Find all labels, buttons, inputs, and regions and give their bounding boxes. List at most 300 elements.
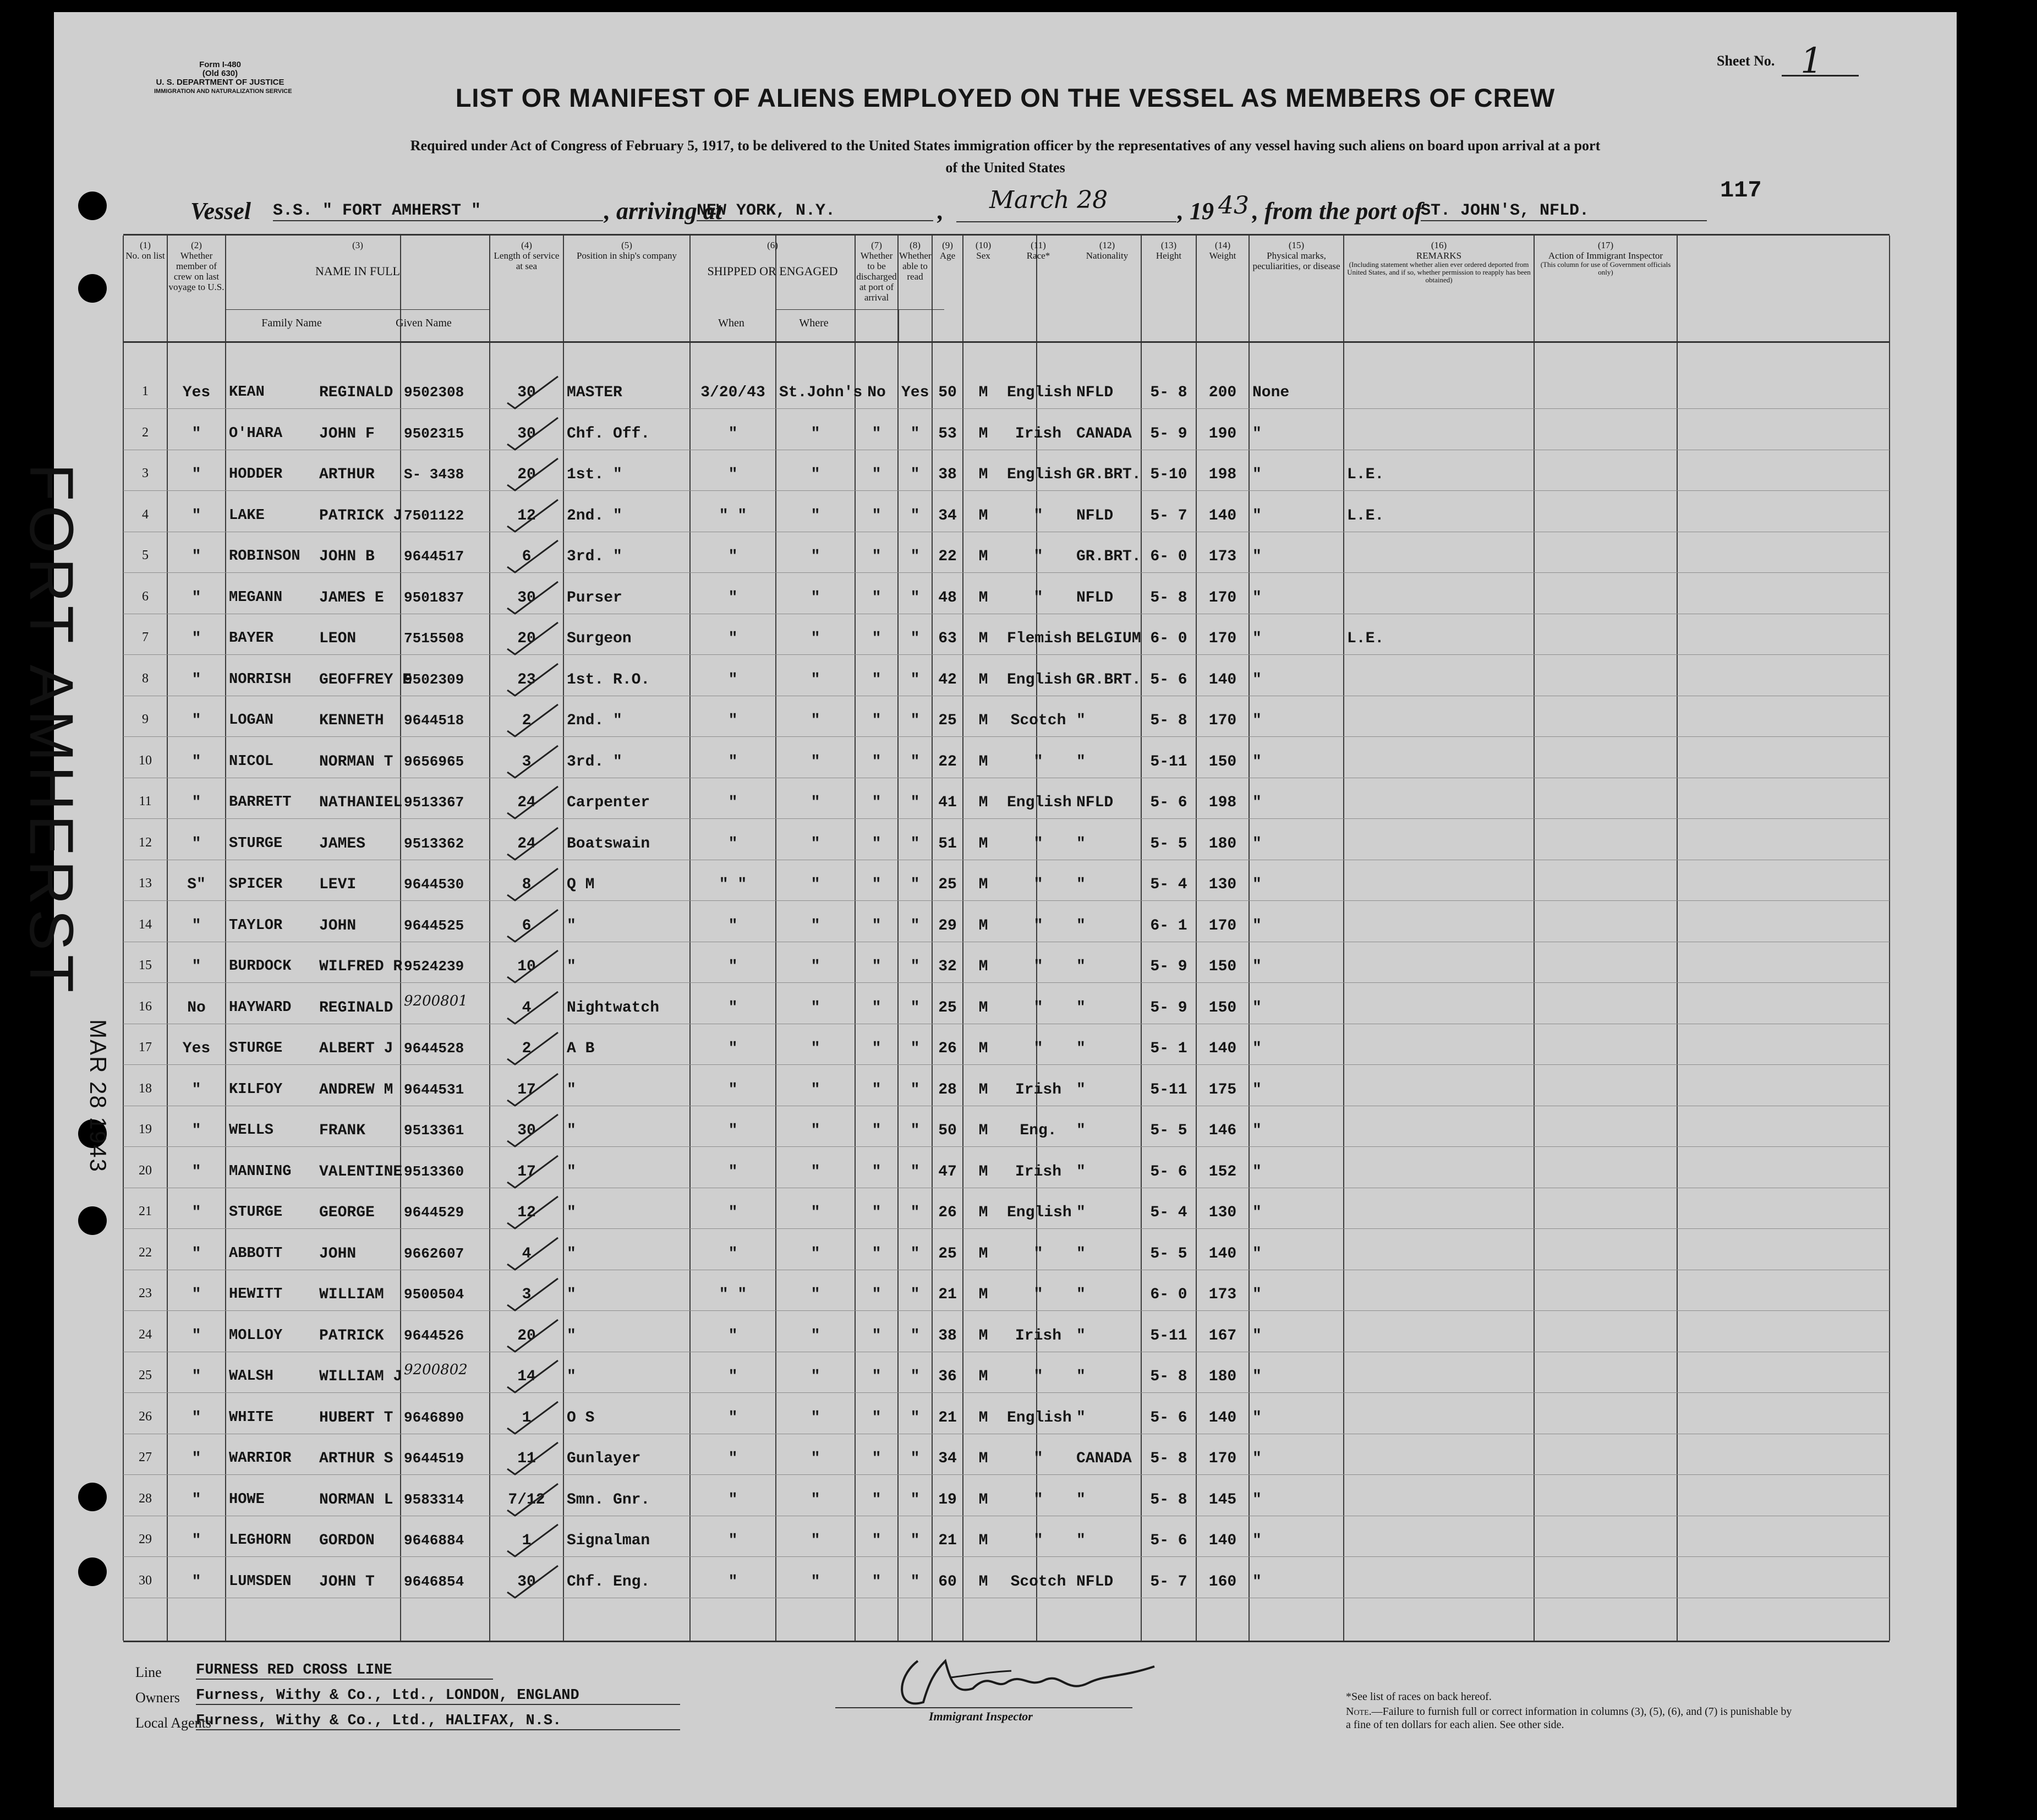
cell-where: " [811,1491,820,1509]
cell-where: " [811,1040,820,1057]
cell-family: KEAN [229,384,265,401]
cell-read: Yes [901,384,929,401]
cell-height: 5- 9 [1150,425,1187,442]
cell-height: 5- 8 [1150,1368,1187,1385]
cell-service: 17 [517,1163,536,1180]
cell-nationality: GR.BRT. [1076,466,1141,483]
cell-given: JOHN [319,1245,357,1262]
cell-prev: " [191,1245,201,1262]
row-rule [123,572,1890,573]
column-number: (14) [1214,240,1231,250]
cell-where: " [811,999,820,1016]
column-header [1535,240,1676,276]
cell-prev: No [187,999,206,1016]
cell-when: " [728,1081,738,1098]
cell-service: 20 [517,466,536,483]
cell-given: REGINALD [319,999,393,1016]
table-row [123,1151,1890,1192]
cell-prev: " [191,589,201,606]
cell-family: LUMSDEN [229,1573,292,1590]
cell-marks: " [1252,835,1262,852]
cell-sex: M [978,1573,988,1591]
column-number: (1) [140,240,151,250]
row-rule [123,654,1890,655]
cell-when: " [728,1491,738,1509]
cell-where: " [811,425,820,442]
cell-weight: 170 [1208,630,1237,647]
cell-discharged: " [872,1040,881,1057]
cell-race: English [1007,1409,1072,1427]
cell-family: BURDOCK [229,958,292,975]
cell-sex: M [978,466,988,483]
cell-sex: M [978,917,988,934]
cell-marks: " [1252,671,1262,688]
cell-race: English [1007,1204,1072,1221]
cell-family: SPICER [229,876,283,893]
form-old-number: (Old 630) [202,69,238,78]
column-header [1197,240,1248,261]
cell-marks: None [1252,384,1290,401]
cell-prev: " [191,712,201,729]
cell-given: JOHN F [319,425,375,442]
cell-family: WALSH [229,1368,274,1385]
cell-service: 3 [522,753,532,770]
table-row [123,495,1890,536]
cell-service: 6 [522,917,532,934]
cell-position: O S [567,1409,595,1427]
cell-weight: 175 [1208,1081,1237,1098]
cell-age: 42 [938,671,957,688]
cell-sex: M [978,999,988,1016]
cell-weight: 173 [1208,1286,1237,1303]
cell-given: JOHN [319,917,357,934]
sheet-number-line [1782,41,1859,81]
cell-prev: " [191,1409,201,1427]
cell-race: " [1033,958,1043,975]
cell-height: 5- 8 [1150,712,1187,729]
cell-marks: " [1252,630,1262,647]
cell-service: 10 [517,958,536,975]
cell-cert: 9644517 [404,548,464,565]
cell-weight: 170 [1208,917,1237,934]
cell-position: Chf. Eng. [567,1573,650,1591]
cell-read: " [910,1081,920,1098]
cell-family: KILFOY [229,1081,283,1098]
agents-label: Local Agents [135,1715,211,1731]
cell-family: ROBINSON [229,548,300,565]
column-label: Whether to be discharged at port of arrival [856,250,897,303]
cell-height: 5- 1 [1150,1040,1187,1057]
cell-height: 5- 9 [1150,999,1187,1016]
cell-sex: M [978,1245,988,1262]
cell-marks: " [1252,1122,1262,1139]
cell-family: STURGE [229,1040,283,1057]
row-rule [123,900,1890,901]
column-label: Position in ship's company [576,250,677,261]
cell-weight: 180 [1208,835,1237,852]
cell-given: ARTHUR [319,466,375,483]
cell-no: 19 [139,1122,152,1136]
cell-given: GEORGE [319,1204,375,1221]
punch-hole [78,274,107,303]
cell-when: " " [719,507,747,524]
table-row [123,1028,1890,1069]
cell-age: 21 [938,1409,957,1427]
date-stamp-text: MAR 28 1943 [85,1019,111,1173]
cell-nationality: BELGIUM [1076,630,1141,647]
cell-discharged: " [872,1368,881,1385]
cell-weight: 140 [1208,1532,1237,1549]
owners-value: Furness, Withy & Co., Ltd., LONDON, ENGLAND [196,1687,680,1705]
cell-cert: 9524239 [404,958,464,975]
cell-cert: 9646854 [404,1573,464,1590]
cell-weight: 130 [1208,876,1237,893]
column-label: Action of Immigrant Inspector [1548,250,1663,261]
cell-service: 30 [517,589,536,606]
cell-position: Signalman [567,1532,650,1549]
cell-cert: 9502308 [404,384,464,401]
cell-position: " [567,1081,576,1098]
cell-cert: S- 3438 [404,466,464,483]
cell-prev: " [191,1081,201,1098]
cell-family: NICOL [229,753,274,770]
cell-sex: M [978,671,988,688]
cell-sex: M [978,425,988,442]
subtitle-line-1: Required under Act of Congress of February 5, 1917, to be delivered to the United States immigration officer by the representatives of any vessel having such aliens on board upon arrival at a port [410,138,1601,154]
cell-sex: M [978,712,988,729]
cell-age: 47 [938,1163,957,1180]
cell-prev: Yes [182,1040,211,1057]
cell-given: PATRICK J [319,507,403,524]
column-subheader: Where [799,317,829,329]
column-label: Sex [976,250,990,261]
cell-read: " [910,1491,920,1509]
cell-when: " " [719,1286,747,1303]
cell-service: 30 [517,384,536,401]
column-number: (12) [1099,240,1115,250]
sheet-number: 1 [1800,41,1823,81]
cell-position: A B [567,1040,595,1057]
cell-height: 5-11 [1150,753,1187,770]
cell-prev: " [191,1122,201,1139]
punch-hole [78,1557,107,1586]
cell-marks: " [1252,876,1262,893]
cell-no: 23 [139,1286,152,1300]
cell-race: Scotch [1010,1573,1066,1591]
cell-where: " [811,794,820,811]
cell-height: 5-11 [1150,1327,1187,1344]
cell-race: " [1033,917,1043,934]
table-row [123,946,1890,987]
cell-discharged: " [872,999,881,1016]
cell-family: NORRISH [229,671,292,688]
arrival-date-field [956,177,1176,222]
cell-family: WARRIOR [229,1450,292,1467]
table-row [123,1438,1890,1479]
cell-weight: 173 [1208,548,1237,565]
cell-weight: 198 [1208,466,1237,483]
cell-nationality: CANADA [1076,425,1132,442]
cell-age: 25 [938,712,957,729]
column-label: No. on list [125,250,165,261]
cell-nationality: " [1076,1491,1086,1509]
cell-weight: 140 [1208,1409,1237,1427]
cell-discharged: " [872,1204,881,1221]
inspector-signature [846,1650,1220,1716]
cell-nationality: " [1076,1286,1086,1303]
cell-read: " [910,507,920,524]
line-label: Line [135,1664,162,1680]
cell-family: MANNING [229,1163,292,1180]
cell-service: 30 [517,1122,536,1139]
cell-where: " [811,589,820,606]
cell-marks: " [1252,1204,1262,1221]
cell-prev: " [191,425,201,442]
cell-service: 2 [522,1040,532,1057]
cell-height: 5- 5 [1150,1122,1187,1139]
cell-weight: 180 [1208,1368,1237,1385]
cell-height: 5- 9 [1150,958,1187,975]
cell-given: LEVI [319,876,357,893]
cell-height: 5- 8 [1150,1450,1187,1467]
cell-family: O'HARA [229,425,283,442]
cell-weight: 146 [1208,1122,1237,1139]
cell-height: 5- 6 [1150,1532,1187,1549]
cell-position: Boatswain [567,835,650,852]
cell-height: 5- 6 [1150,1409,1187,1427]
cell-height: 6- 0 [1150,1286,1187,1303]
cell-age: 22 [938,548,957,565]
cell-race: " [1033,1245,1043,1262]
row-rule [123,1474,1890,1475]
cell-family: WELLS [229,1122,274,1139]
table-row [123,454,1890,495]
cell-when: " [728,1409,738,1427]
cell-weight: 150 [1208,999,1237,1016]
cell-prev: " [191,671,201,688]
cell-position: 2nd. " [567,712,622,729]
cell-no: 1 [142,384,149,398]
cell-sex: M [978,589,988,606]
cell-discharged: " [872,1409,881,1427]
cell-marks: " [1252,589,1262,606]
cell-service: 17 [517,1081,536,1098]
cell-marks: " [1252,753,1262,770]
cell-cert: 9646884 [404,1532,464,1549]
name-subheader-rule [226,309,490,310]
cell-given: WILLIAM [319,1286,384,1303]
cell-sex: M [978,876,988,893]
cell-marks: " [1252,507,1262,524]
cell-nationality: GR.BRT. [1076,671,1141,688]
column-label: REMARKS [1416,250,1462,261]
cell-no: 2 [142,425,149,440]
cell-position: " [567,1245,576,1262]
cell-read: " [910,1573,920,1591]
cell-nationality: " [1076,1368,1086,1385]
column-header [1005,240,1072,261]
cell-read: " [910,466,920,483]
cell-age: 25 [938,999,957,1016]
cell-position: " [567,1204,576,1221]
cell-sex: M [978,1122,988,1139]
sheet-number-label: Sheet No. [1717,53,1775,69]
cell-discharged: " [872,589,881,606]
cell-marks: " [1252,1573,1262,1591]
agents-value: Furness, Withy & Co., Ltd., HALIFAX, N.S. [196,1713,680,1730]
cell-where: " [811,1286,820,1303]
page-title: LIST OR MANIFEST OF ALIENS EMPLOYED ON THE VESSEL AS MEMBERS OF CREW [455,83,1556,112]
cell-prev: " [191,1573,201,1591]
cell-cert: 7501122 [404,507,464,524]
cell-where: " [811,1081,820,1098]
cell-family: HAYWARD [229,999,292,1016]
cell-nationality: NFLD [1076,589,1114,606]
column-number: (6) [767,240,778,250]
cell-age: 53 [938,425,957,442]
column-header [899,240,931,282]
column-label: Race* [1026,250,1050,261]
cell-race: " [1033,507,1043,524]
cell-where: " [811,548,820,565]
column-header [1250,240,1343,271]
cell-weight: 145 [1208,1491,1237,1509]
column-label: Whether able to read [899,250,932,282]
cell-family: TAYLOR [229,917,283,934]
cell-read: " [910,917,920,934]
cell-where: " [811,1368,820,1385]
cell-nationality: " [1076,1081,1086,1098]
cell-read: " [910,589,920,606]
cell-family: LAKE [229,507,265,524]
cell-given: JAMES E [319,589,384,606]
cell-given: LEON [319,630,357,647]
cell-race: " [1033,835,1043,852]
column-header [124,240,166,261]
table-row [123,659,1890,700]
cell-where: " [811,1122,820,1139]
cell-nationality: " [1076,1327,1086,1344]
cell-where: " [811,466,820,483]
cell-nationality: " [1076,876,1086,893]
cell-service: 11 [517,1450,536,1467]
cell-age: 38 [938,466,957,483]
cell-read: " [910,1327,920,1344]
cell-no: 7 [142,630,149,644]
cell-discharged: " [872,466,881,483]
table-row [123,372,1890,413]
cell-when: " [728,1532,738,1549]
cell-weight: 198 [1208,794,1237,811]
cell-race: Scotch [1010,712,1066,729]
vessel-name: S.S. " FORT AMHERST " [273,201,603,221]
cell-nationality: " [1076,999,1086,1016]
cell-given: PATRICK [319,1327,384,1344]
punch-hole [78,1483,107,1511]
vessel-label: Vessel [190,198,251,225]
cell-where: " [811,1163,820,1180]
crew-table [123,234,1890,1642]
cell-prev: " [191,1491,201,1509]
cell-age: 34 [938,1450,957,1467]
cell-where: " [811,1409,820,1427]
cell-race: Irish [1015,1163,1061,1180]
cell-marks: " [1252,712,1262,729]
column-header [1142,240,1195,261]
cell-where: " [811,671,820,688]
cell-no: 16 [139,999,152,1014]
cell-race: Flemish [1007,630,1072,647]
cell-prev: " [191,630,201,647]
column-note: (Including statement whether alien ever ordered deported from United States, and if so, whether permission to reapply has been obtained) [1347,260,1531,284]
cell-when: " [728,1204,738,1221]
cell-read: " [910,548,920,565]
cell-given: FRANK [319,1122,366,1139]
cell-weight: 160 [1208,1573,1237,1591]
table-row [123,1561,1890,1602]
line-value: FURNESS RED CROSS LINE [196,1662,493,1680]
column-subheader: When [718,317,744,329]
cell-read: " [910,1245,920,1262]
column-header [168,240,224,292]
cell-no: 15 [139,958,152,972]
cell-prev: " [191,917,201,934]
cell-given: WILLIAM J [319,1368,403,1385]
cell-position: " [567,958,576,975]
cell-service: 12 [517,1204,536,1221]
cell-read: " [910,1163,920,1180]
cell-remarks: L.E. [1347,507,1384,524]
cell-height: 5- 7 [1150,507,1187,524]
cell-position: 3rd. " [567,753,622,770]
cell-no: 13 [139,876,152,890]
cell-race: " [1033,589,1043,606]
cell-given: VALENTINE [319,1163,403,1180]
table-row [123,1479,1890,1520]
cell-family: ABBOTT [229,1245,283,1262]
cell-discharged: " [872,1532,881,1549]
cell-prev: " [191,466,201,483]
owners-label: Owners [135,1690,180,1706]
column-header [565,240,689,261]
cell-position: Gunlayer [567,1450,641,1467]
cell-no: 22 [139,1245,152,1260]
cell-where: " [811,1204,820,1221]
cell-height: 5- 8 [1150,589,1187,606]
cell-age: 21 [938,1286,957,1303]
cell-height: 5- 5 [1150,835,1187,852]
note-text: —Failure to furnish full or correct information in columns (3), (5), (6), and (7) is punishable by a fine of ten dollars for each alien. See other side. [1346,1706,1792,1731]
cell-when: " [728,1163,738,1180]
cell-cert: 9583314 [404,1491,464,1508]
cell-sex: M [978,507,988,524]
cell-position: 1st. " [567,466,622,483]
cell-read: " [910,1409,920,1427]
inspector-line [835,1707,1132,1708]
cell-prev: " [191,507,201,524]
column-number: (15) [1288,240,1305,250]
cell-when: " [728,1245,738,1262]
cell-nationality: " [1076,958,1086,975]
cell-position: Smn. Gnr. [567,1491,650,1509]
cell-service: 12 [517,507,536,524]
cell-height: 6- 1 [1150,917,1187,934]
cell-weight: 130 [1208,1204,1237,1221]
row-rule [123,1146,1890,1147]
cell-cert: 9513361 [404,1122,464,1139]
cell-discharged: " [872,507,881,524]
table-row [123,700,1890,741]
